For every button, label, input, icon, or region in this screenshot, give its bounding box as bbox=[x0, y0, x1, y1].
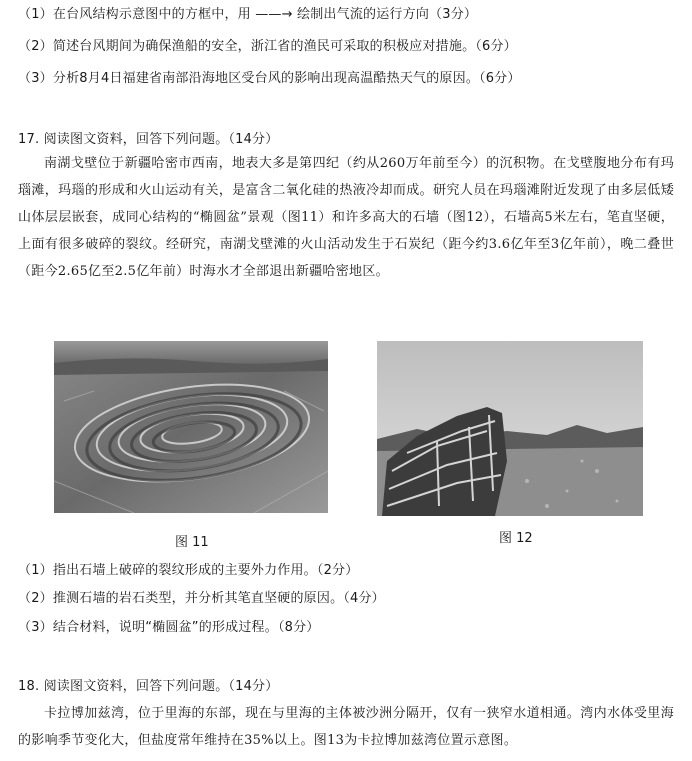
q17-item-1: （1）指出石墙上破碎的裂纹形成的主要外力作用。（2分） bbox=[18, 563, 359, 578]
q16-item-2: （2）简述台风期间为确保渔船的安全，浙江省的渔民可采取的积极应对措施。（6分） bbox=[18, 39, 517, 54]
figure-11-image bbox=[54, 341, 328, 513]
q16-item-1: （1）在台风结构示意图中的方框中，用 ——→ 绘制出气流的运行方向（3分） bbox=[18, 7, 478, 22]
figure-12-caption: 图 12 bbox=[499, 531, 533, 546]
figure-11-caption: 图 11 bbox=[175, 535, 209, 550]
q18-paragraph: 卡拉博加兹湾，位于里海的东部，现在与里海的主体被沙洲分隔开，仅有一狭窄水道相通。湾内水体受里海的影响季节变化大，但盐度常年维持在35%以上。图13为卡拉博加兹湾位置示意图。 bbox=[18, 706, 674, 748]
q18-heading: 18. 阅读图文资料，回答下列问题。（14分） bbox=[18, 679, 279, 694]
q17-paragraph: 南湖戈壁位于新疆哈密市西南，地表大多是第四纪（约从260万年前至今）的沉积物。在戈壁腹地分布有玛瑙滩，玛瑙的形成和火山运动有关，是富含二氧化硅的热液冷却而成。研究人员在玛瑙滩附近发现了由多层低矮山体层层嵌套，成同心结构的“椭圆盆”景观（图11）和许多高大的石墙（图12），石墙高5米左右，笔直坚硬，上面有很多破碎的裂纹。经研究，南湖戈壁滩的火山活动发生于石炭纪（距今约3.6亿年至3亿年前），晚二叠世（距今2.65亿至2.5亿年前）时海水才全部退出新疆哈密地区。 bbox=[18, 156, 674, 279]
q17-item-2: （2）推测石墙的岩石类型，并分析其笔直坚硬的原因。（4分） bbox=[18, 591, 385, 606]
q17-item-3: （3）结合材料，说明“椭圆盆”的形成过程。（8分） bbox=[18, 620, 320, 635]
figure-12-image bbox=[377, 341, 643, 516]
q17-heading: 17. 阅读图文资料，回答下列问题。（14分） bbox=[18, 132, 279, 147]
q16-item-3: （3）分析8月4日福建省南部沿海地区受台风的影响出现高温酷热天气的原因。（6分） bbox=[18, 71, 521, 86]
